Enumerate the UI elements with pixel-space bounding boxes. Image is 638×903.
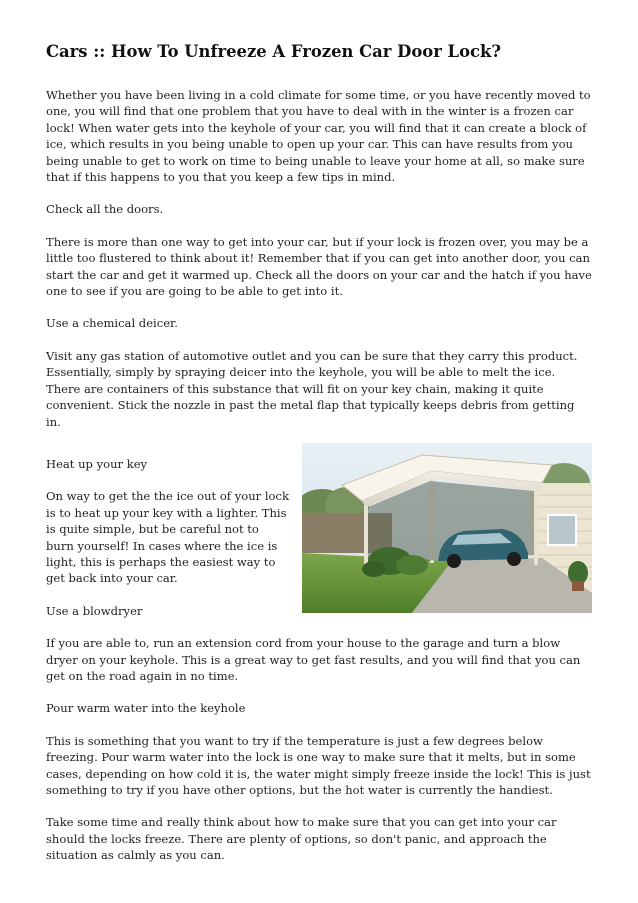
section-heading: Use a chemical deicer. [46,316,178,331]
closing-paragraph: Take some time and really think about how to make sure that you can get into your car should the locks freeze. There are plenty of options, so don't panic, and approach the situation as calmly as you can. [46,815,557,863]
section-body: On way to get the the ice out of your lock is to heat up your key with a lighter. This is quite simple, but be careful not to burn yourself! In cases where the ice is light, this is perhaps the easiest way to get back into your car. [46,489,289,586]
image-section [46,456,592,635]
carport-photo [302,443,592,613]
section-heading: Check all the doors. [46,202,164,217]
document-page [46,42,592,880]
section-heading: Use a blowdryer [46,603,143,618]
intro-paragraph: Whether you have been living in a cold climate for some time, or you have recently moved to one, you will find that one problem that you have to deal with in the winter is a frozen car lock! When water gets into the keyhole of your car, you will find that it can create a block of ice, which results in you being unable to open up your car. This can have results from you being unable to get to work on time to being unable to leave your home at all, so make sure that if this happens to you that you keep a few tips in mind. [46,88,591,185]
section-body: This is something that you want to try if the temperature is just a few degrees below freezing. Pour warm water into the lock is one way to make sure that it melts, but in some cases, depending on how cold it is, the water might simply freeze inside the lock! This is just something to try if you have other options, but the hot water is currently the handiest. [46,733,591,797]
section-body: Visit any gas station of automotive outlet and you can be sure that they carry this product. Essentially, simply by spraying deicer into the keyhole, you will be able to melt the ice. There are containers of this substance that will fit on your key chain, making it quite convenient. Stick the nozzle in past the metal flap that typically keeps debris from getting in. [46,348,578,429]
section-heading: Pour warm water into the keyhole [46,701,246,716]
section-heading: Heat up your key [46,456,148,471]
page-title: Cars :: How To Unfreeze A Frozen Car Door Lock? [46,42,501,61]
section-body: There is more than one way to get into your car, but if your lock is frozen over, you may be a little too flustered to think about it! Remember that if you can get into another door, you can start the car and get it warmed up. Check all the doors on your car and the hatch if you have one to see if you are going to be able to get into it. [46,234,592,299]
section-body: If you are able to, run an extension cord from your house to the garage and turn a blow dryer on your keyhole. This is a great way to get fast results, and you will find that you can get on the road again in no time. [46,636,581,683]
